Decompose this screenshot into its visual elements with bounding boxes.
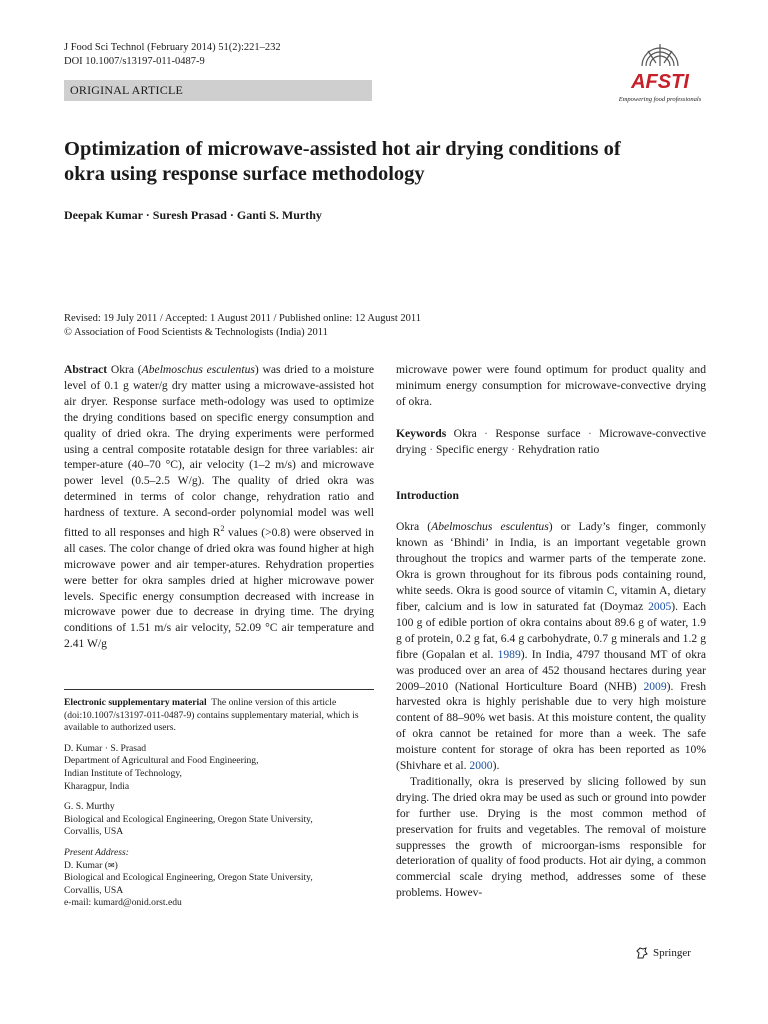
dates-line: Revised: 19 July 2011 / Accepted: 1 August 2011 / Published online: 12 August 2011 (64, 313, 421, 324)
article-type-bar (64, 80, 372, 101)
esm-label: Electronic supplementary material (64, 697, 207, 708)
publisher-name: Springer (653, 947, 691, 959)
publication-dates (64, 312, 421, 340)
present-address-name: D. Kumar (64, 859, 103, 871)
keyword: Okra (453, 426, 477, 440)
footnote-divider (64, 689, 374, 690)
r-squared-superscript: 2 (220, 524, 225, 534)
affiliation-2 (64, 801, 374, 839)
afsti-logo (612, 30, 708, 106)
keyword: Microwave-convective drying (396, 426, 707, 456)
citation-link[interactable]: 2009 (643, 679, 667, 693)
journal-reference: J Food Sci Technol (February 2014) 51(2):221–232 (64, 42, 281, 53)
abstract-label: Abstract (64, 363, 108, 376)
envelope-icon: ✉ (107, 860, 115, 870)
abstract-text-2: ) was dried to a moisture level of 0.1 g water/g dry matter using a microwave-assisted hot air dryer. Response surface meth-odology was used to optimize the drying conditions based on specific energy consumption and quality of dried okra. The drying experiments were performed using a central composite rotatable design for three variables: air temper-ature (40–70 °C), air velocity (1–2 m/s) and microwave power level (0.5–2.5 W/g). The quality of dried okra was determined in terms of color change, rehydration ratio and hardness of texture. A second-order polynomial model was well fitted to all responses and high R (64, 363, 375, 539)
affiliation-1-line: Department of Agricultural and Food Engineering, (64, 755, 259, 767)
right-column (396, 362, 706, 901)
keyword-separator: · (511, 442, 515, 456)
esm-text: The online version of this article (doi:10.1007/s13197-011-0487-9) contains supplementary material, which is available to authorized users. (64, 697, 359, 734)
keywords-paragraph (396, 426, 706, 458)
keyword-separator: · (429, 442, 434, 456)
abstract-text-3: values (>0.8) were observed in all cases. The color change of dried okra was found higher at high microwave power and air temper-atures. Rehydration properties were better for okra samples dried at higher microwave power levels. Specific energy consumption decreased with increase in microwave power due to decrease in drying time. The drying conditions of 1.51 m/s air velocity, 52.09 °C air temperature and 2.41 W/g (64, 525, 374, 651)
abstract-continuation: microwave power were found optimum for product quality and minimum energy consumption for microwave-convective drying of okra. (396, 363, 706, 408)
intro-text: ). (492, 759, 500, 773)
abstract-paragraph (64, 362, 374, 652)
intro-paragraph-1 (396, 519, 706, 774)
affiliation-1 (64, 743, 374, 793)
present-address-line: Corvallis, USA (64, 884, 124, 896)
intro-text: ) or Lady’s finger, commonly known as ‘Bhindi’ in India, is an important vegetable grown throughout the tropics and warmer parts of the temperate zone. Okra is grown throughout for its fibrous pods containing round, white seeds. Okra is good source of vitamin C, vitamin A, dietary fiber, calcium and is low in saturated fat (Doymaz (396, 520, 706, 613)
article-type: ORIGINAL ARTICLE (70, 83, 184, 97)
keyword-separator: · (484, 426, 488, 440)
esm-note (64, 697, 374, 735)
affiliation-2-line: Biological and Ecological Engineering, Oregon State University, (64, 813, 313, 825)
citation-link[interactable]: 2000 (469, 759, 493, 773)
paper-title: Optimization of microwave-assisted hot air drying conditions of okra using response surface methodology (64, 138, 621, 185)
intro-text: ). In India, 4797 thousand MT of okra was produced over an area of 452 thousand hectares during year 2009–2010 (National Horticulture Board (NHB) (396, 647, 706, 693)
present-address-line: Biological and Ecological Engineering, Oregon State University, (64, 872, 313, 884)
abstract-column (64, 362, 374, 652)
keyword-separator: · (587, 426, 592, 440)
logo-tagline: Empowering food professionals (618, 96, 702, 103)
affiliation-2-line: Corvallis, USA (64, 826, 124, 838)
copyright-line: © Association of Food Scientists & Technologists (India) 2011 (64, 327, 328, 338)
citation-link[interactable]: 2005 (648, 599, 672, 613)
abstract-scientific-name: Abelmoschus esculentus (141, 363, 255, 376)
footnotes (64, 697, 374, 918)
author-list: Deepak Kumar · Suresh Prasad · Ganti S. Murthy (64, 208, 322, 222)
keyword: Specific energy (435, 442, 509, 456)
citation-link[interactable]: 1989 (497, 647, 521, 661)
affiliation-2-name: G. S. Murthy (64, 801, 115, 813)
present-address: Present Address: D. Kumar (✉) Biological and Ecological Engineering, Oregon State University, Corvallis, USA e-mail: kumard@onid.orst.edu (64, 846, 313, 909)
affiliation-1-line: Kharagpur, India (64, 780, 130, 792)
springer-horse-icon (635, 946, 649, 960)
doi[interactable]: DOI 10.1007/s13197-011-0487-9 (64, 56, 205, 67)
journal-citation (64, 41, 281, 69)
intro-text: Okra ( (396, 520, 432, 534)
affiliation-1-names: D. Kumar · S. Prasad (64, 742, 147, 754)
keywords-label: Keywords (396, 426, 447, 440)
abstract-text-1: Okra ( (110, 363, 142, 376)
affiliation-1-line: Indian Institute of Technology, (64, 767, 182, 779)
springer-logo (635, 946, 691, 960)
keyword: Rehydration ratio (517, 442, 600, 456)
intro-scientific-name: Abelmoschus esculentus (431, 520, 549, 534)
logo-wordmark: AFSTI (631, 71, 689, 93)
intro-text: ). Each 100 g of edible portion of okra contains about 89.6 g of water, 1.9 g of protein, 0.2 g fat, 6.4 g carbohydrate, 0.7 g minerals and 1.2 g fibre (Gopalan et al. (396, 599, 706, 661)
present-address-label: Present Address: (64, 846, 129, 858)
keyword: Response surface (495, 426, 581, 440)
afsti-logo-icon (612, 30, 708, 106)
intro-text: ). Fresh harvested okra is highly perishable due to very high moisture content of 88–90% wet basis. At this moisture content, the quality of okra cannot be retained for more than a week. The safe moisture content for storage of okra has been reported as 10% (Shivhare et al. (396, 679, 707, 773)
email-link[interactable]: e-mail: kumard@onid.orst.edu (64, 897, 182, 909)
intro-paragraph-2: Traditionally, okra is preserved by slicing followed by sun drying. The dried okra may be used as such or ground into powder for further use. Drying is the most common method of preservation for fruits and vegetables. The removal of moisture suppresses the growth of microorgan-isms responsible for deterioration of quality of food products. Hot air dying, a common commercial scale drying method, addresses some of these problems. Howev- (396, 774, 706, 900)
section-heading-introduction: Introduction (396, 488, 459, 502)
